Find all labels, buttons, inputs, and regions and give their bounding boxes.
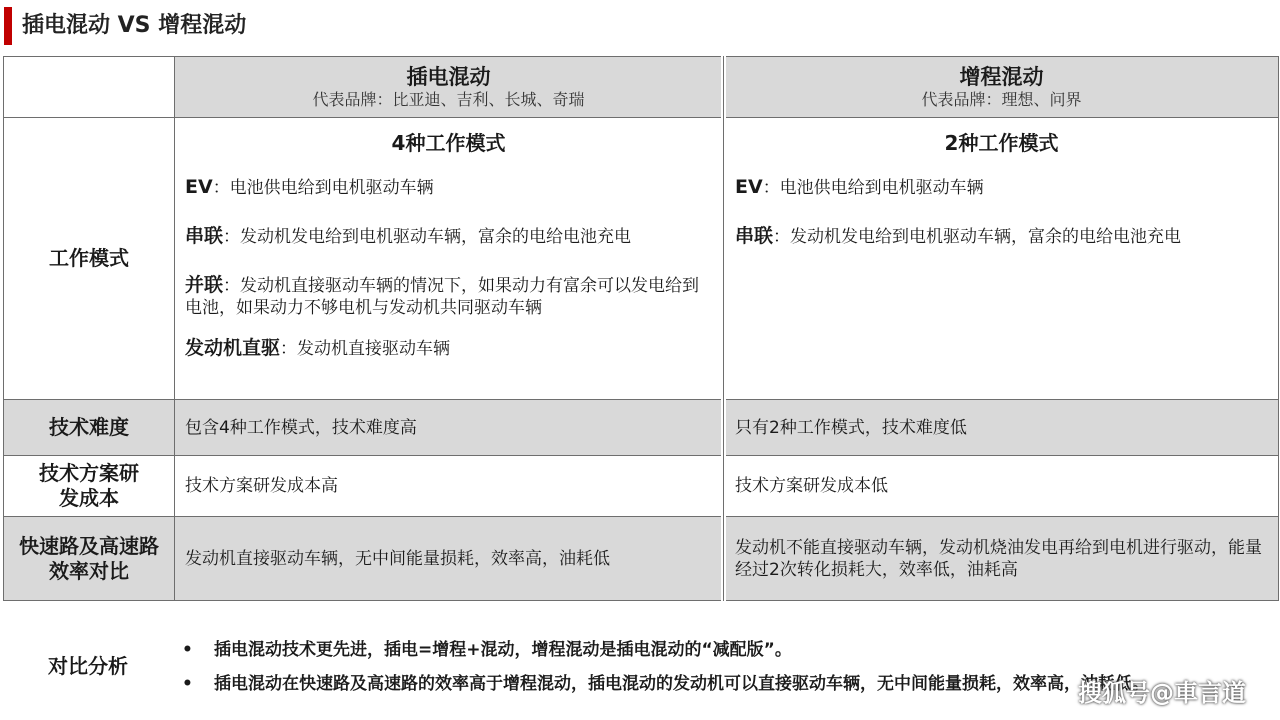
row-label-efficiency-text: 快速路及高速路效率对比 — [19, 533, 159, 583]
cost-erev-cell: 技术方案研发成本低 — [724, 455, 1279, 517]
mode-desc: ：发动机直接驱动车辆的情况下，如果动力有富余可以发电给到电池，如果动力不够电机与发动机共同驱动车辆 — [185, 276, 700, 318]
mode-desc: ：电池供电给到电机驱动车辆 — [762, 178, 984, 198]
mode-desc: ：发动机直接驱动车辆 — [280, 339, 451, 359]
title-accent-bar — [4, 7, 12, 45]
column-title-phev: 插电混动 — [406, 65, 491, 89]
efficiency-phev-cell: 发动机直接驱动车辆，无中间能量损耗，效率高，油耗低 — [174, 516, 723, 601]
mode-term: EV — [735, 176, 763, 198]
efficiency-erev-cell: 发动机不能直接驱动车辆，发动机烧油发电再给到电机进行驱动，能量经过2次转化损耗大，效率低，油耗高 — [724, 516, 1279, 601]
mode-term: 串联 — [185, 225, 224, 247]
row-label-work-mode: 工作模式 — [3, 117, 175, 400]
bullet-dot: • — [182, 674, 193, 694]
header-corner-cell — [3, 56, 175, 118]
cost-phev-cell: 技术方案研发成本高 — [174, 455, 723, 517]
mode-term: 发动机直驱 — [185, 337, 281, 359]
erev-mode-count-title: 2种工作模式 — [944, 131, 1059, 155]
mode-desc: ：发动机发电给到电机驱动车辆，富余的电给电池充电 — [773, 227, 1182, 247]
analysis-bullet — [182, 637, 1272, 663]
watermark: 搜狐号@車言道 — [1078, 679, 1246, 707]
phev-mode-item — [175, 225, 722, 248]
row-label-cost-text: 技术方案研发成本 — [39, 461, 139, 510]
column-title-erev: 增程混动 — [959, 65, 1044, 89]
phev-mode-count-title: 4种工作模式 — [391, 131, 506, 155]
row-label-cost — [3, 455, 175, 517]
work-mode-erev-cell — [724, 117, 1279, 400]
difficulty-phev-cell: 包含4种工作模式，技术难度高 — [174, 399, 723, 456]
page-title: 插电混动 VS 增程混动 — [22, 13, 247, 38]
row-label-difficulty: 技术难度 — [3, 399, 175, 456]
bullet-text: 插电混动技术更先进，插电=增程+混动，增程混动是插电混动的“减配版”。 — [214, 640, 792, 660]
erev-mode-item — [725, 176, 1278, 199]
bullet-dot: • — [182, 640, 193, 660]
work-mode-phev-cell — [174, 117, 723, 400]
phev-mode-item — [175, 337, 722, 360]
phev-mode-item — [175, 176, 722, 199]
mode-term: 串联 — [735, 225, 774, 247]
difficulty-erev-cell: 只有2种工作模式，技术难度低 — [724, 399, 1279, 456]
mode-desc: ：电池供电给到电机驱动车辆 — [212, 178, 434, 198]
mode-term: 并联 — [185, 274, 224, 296]
phev-mode-item — [175, 274, 722, 319]
erev-mode-item — [725, 225, 1278, 248]
comparison-table — [3, 56, 1279, 601]
column-divider — [721, 56, 726, 601]
column-subtitle-phev: 代表品牌：比亚迪、吉利、长城、奇瑞 — [312, 90, 585, 109]
column-header-erev — [724, 56, 1279, 118]
column-subtitle-erev: 代表品牌：理想、问界 — [921, 90, 1082, 109]
mode-term: EV — [185, 176, 213, 198]
row-label-efficiency — [3, 516, 175, 601]
column-header-phev — [174, 56, 723, 118]
mode-desc: ：发动机发电给到电机驱动车辆，富余的电给电池充电 — [223, 227, 632, 247]
bullet-text: 插电混动在快速路及高速路的效率高于增程混动，插电混动的发动机可以直接驱动车辆，无中间能量损耗，效率高，油耗低。 — [214, 674, 1149, 694]
analysis-label: 对比分析 — [48, 654, 128, 678]
